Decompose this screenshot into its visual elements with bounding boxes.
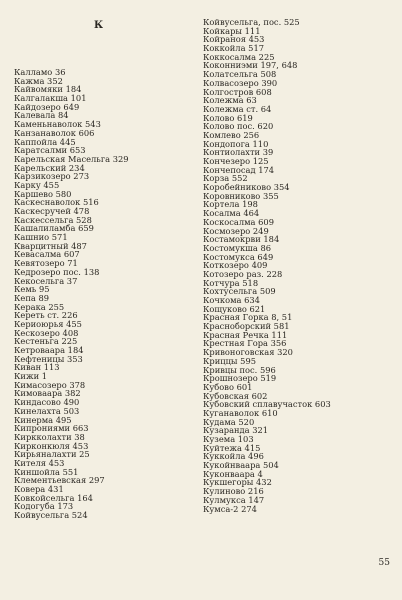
index-entry: Каскеснаволок 516: [14, 197, 99, 208]
index-entry: Кевасалма 607: [14, 249, 80, 260]
index-entry: Кощуково 621: [203, 303, 266, 314]
index-entry: Кайвомяки 184: [14, 84, 82, 95]
index-entry: Криццы 595: [203, 355, 257, 366]
index-entry: Колгостров 608: [203, 86, 272, 97]
index-entry: Кемь 95: [14, 284, 50, 295]
index-entry: Карку 455: [14, 179, 60, 190]
index-entry: Колово пос. 620: [203, 121, 274, 132]
page-number: 55: [378, 558, 390, 568]
index-entry: Кашнио 571: [14, 232, 68, 243]
index-entry: Кепа 89: [14, 292, 50, 303]
index-entry: Кашалиламба 659: [14, 223, 94, 234]
index-entry: Красная Речка 111: [203, 329, 288, 340]
index-entry: Каратсалми 653: [14, 145, 86, 156]
index-entry: Кулмукса 147: [203, 494, 265, 505]
index-entry: Коккосалма 225: [203, 51, 275, 62]
index-entry: Котозеро раз. 228: [203, 268, 283, 279]
index-entry: Кереть ст. 226: [14, 310, 78, 321]
index-entry: Калламо 36: [14, 67, 66, 77]
index-entry: Котчура 518: [203, 277, 259, 288]
index-entry: Каппойла 445: [14, 136, 76, 147]
section-letter-heading: К: [94, 20, 104, 31]
index-entry: Ковкойсельга 164: [14, 492, 93, 503]
index-entry: Керака 255: [14, 301, 65, 312]
index-entry: Койвусельга 524: [14, 510, 88, 521]
index-entry: Кимоваара 382: [14, 388, 81, 399]
index-entry: Карзикозеро 273: [14, 171, 90, 182]
index-entry: Красноборский 581: [203, 321, 290, 332]
index-entry: Кинерма 495: [14, 414, 72, 425]
index-entry: Кудама 520: [203, 416, 255, 427]
index-entry: Кипрониями 663: [14, 423, 89, 434]
index-entry: Кортела 198: [203, 199, 258, 210]
index-entry: Кимасозеро 378: [14, 379, 86, 390]
index-entry: Контиолахти 39: [203, 147, 274, 158]
index-entry: Кевятозеро 71: [14, 258, 78, 269]
index-entry: Крошнозеро 519: [203, 373, 277, 384]
index-entry: Кузема 103: [203, 434, 254, 444]
index-entry: Кохтусельга 509: [203, 286, 276, 297]
index-entry: Кедрозеро пос. 138: [14, 266, 100, 277]
index-entry: Куйтежа 415: [203, 442, 261, 453]
index-entry: Коккойла 517: [203, 43, 265, 54]
index-entry: Койвусельга, пос. 525: [203, 17, 300, 27]
index-entry: Кончепосад 174: [203, 164, 275, 175]
index-entry: Кескозеро 408: [14, 327, 79, 338]
index-entry: Комлево 256: [203, 129, 260, 140]
index-entry: Кекосельга 37: [14, 275, 78, 286]
index-entry: Кодогуба 173: [14, 501, 74, 512]
index-entry: Костамокрви 184: [203, 234, 280, 245]
index-entry: Ковера 431: [14, 484, 64, 494]
index-entry: Костомукша 86: [203, 242, 272, 253]
index-entry: Кестеньга 225: [14, 336, 78, 347]
index-entry: Каршево 580: [14, 188, 72, 199]
index-entry: Колвасозеро 390: [203, 77, 278, 88]
index-entry: Коконниэми 197, 648: [203, 60, 298, 71]
index-entry: Киншойла 551: [14, 466, 79, 477]
index-entry: Кефтеницы 353: [14, 353, 83, 364]
index-entry: Киван 113: [14, 362, 60, 373]
index-entry: Кукшегоры 432: [203, 477, 272, 488]
index-entry: Карельский 234: [14, 162, 85, 173]
index-entry: Кубово 601: [203, 381, 253, 392]
index-entry: Коскосалма 609: [203, 216, 274, 227]
index-entry: Колежма ст. 64: [203, 103, 272, 114]
index-entry: Кривоноговская 320: [203, 347, 293, 358]
index-entry: Койраноя 453: [203, 34, 265, 45]
index-entry: Коткозеро 409: [203, 260, 268, 271]
index-entry: Кирьяналахти 25: [14, 449, 90, 460]
index-entry: Кериоюрья 455: [14, 318, 82, 329]
index-column-right: [203, 18, 398, 513]
index-entry: Коробейниково 354: [203, 182, 290, 193]
index-entry: Корза 552: [203, 173, 248, 184]
index-entry: Колежма 63: [203, 95, 257, 106]
index-entry: Кончезеро 125: [203, 156, 269, 166]
index-entry: Койкары 111: [203, 25, 261, 36]
index-entry: Кочкома 634: [203, 295, 260, 305]
index-entry: Кривцы пос. 596: [203, 364, 276, 375]
index-entry: Куконваара 4: [203, 468, 263, 479]
index-entry: Кузаранда 321: [203, 425, 269, 436]
index-entry: Каскессельга 528: [14, 214, 92, 225]
index-entry: Клементьевская 297: [14, 475, 105, 486]
index-entry: Каскесручей 478: [14, 206, 90, 216]
index-entry: Красная Горка 8, 51: [203, 312, 293, 323]
index-entry: Карельская Масельга 329: [14, 153, 129, 164]
index-entry: Куганаволок 610: [203, 407, 278, 418]
index-entry: Колово 619: [203, 112, 253, 123]
index-entry: Кайдозеро 649: [14, 101, 80, 112]
index-entry: Кажма 352: [14, 75, 63, 86]
index-entry: Калгалакша 101: [14, 93, 87, 104]
index-entry: Костомукса 649: [203, 251, 274, 262]
index-entry: Кукойнваара 504: [203, 460, 279, 471]
index-entry: Кварцитный 487: [14, 240, 87, 251]
index-entry: Космозеро 249: [203, 225, 269, 236]
index-entry: Канзанаволок 606: [14, 127, 95, 138]
index-entry: Кирконкюля 453: [14, 440, 89, 451]
index-entry: Каменьнаволок 543: [14, 119, 101, 130]
index-entry: Крестная Гора 356: [203, 338, 287, 349]
index-entry: Кубовский сплавучасток 603: [203, 399, 331, 410]
index-entry: Косалма 464: [203, 208, 260, 219]
index-entry: Колатсельга 508: [203, 69, 277, 80]
index-entry: Кубовская 602: [203, 390, 268, 401]
index-entry: Кителя 453: [14, 457, 65, 468]
index-column-left: [14, 68, 199, 520]
index-entry: Кондопога 110: [203, 138, 269, 149]
index-entry: Кумса-2 274: [203, 503, 257, 514]
index-entry: Кулиново 216: [203, 486, 264, 497]
index-entry: Коровниково 355: [203, 190, 279, 201]
index-entry: Кинелахта 503: [14, 405, 80, 416]
index-entry: Куккойла 496: [203, 451, 264, 462]
index-entry: Киндасово 490: [14, 397, 80, 408]
index-entry: Киркколахти 38: [14, 431, 85, 442]
index-entry: Калевала 84: [14, 110, 69, 121]
index-entry: Кижи 1: [14, 371, 48, 382]
index-entry: Кетроваара 184: [14, 345, 84, 355]
